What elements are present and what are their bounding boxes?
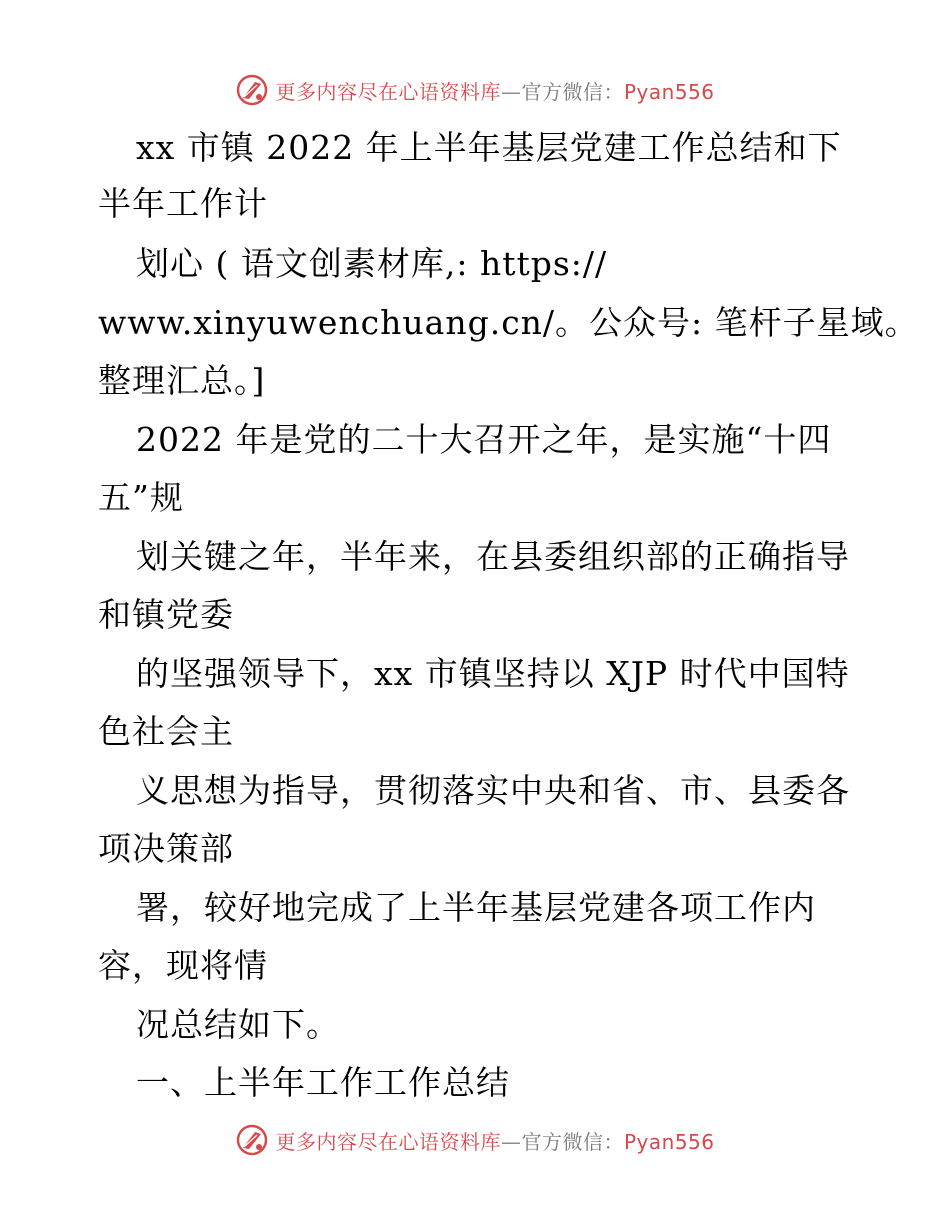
body-line: 况总结如下。 [136,1005,340,1044]
banner-official-label: 官方微信： [521,1129,624,1154]
title-line-1: xx 市镇 2022 年上半年基层党建工作总结和下 [136,128,842,167]
body-line: 整理汇总。] [98,361,266,400]
body-line: www.xinyuwenchuang.cn/。公众号: 笔杆子星域。 [98,303,919,342]
body-line: 五”规 [98,478,184,517]
body-line: 义思想为指导，贯彻落实中央和省、市、县委各 [136,771,850,810]
body-line: 和镇党委 [98,595,234,634]
banner-wechat-id: Pyan556 [623,1129,715,1154]
section-heading: 一、上半年工作工作总结 [136,1063,510,1102]
banner-text [275,1126,714,1155]
banner-wechat-id: Pyan556 [623,79,715,104]
feather-pen-logo-icon [235,1123,269,1157]
banner-official-label: 官方微信： [521,79,624,104]
body-line: 色社会主 [98,712,234,751]
banner-brand: 更多内容尽在心语资料库 [275,79,501,104]
body-line: 划关键之年，半年来，在县委组织部的正确指导 [136,537,850,576]
footer-banner [0,1120,950,1160]
body-line: 划心 ( 语文创素材库,: https:// [136,244,608,283]
body-line: 项决策部 [98,829,234,868]
body-line: 的坚强领导下，xx 市镇坚持以 XJP 时代中国特 [136,654,850,693]
banner-brand: 更多内容尽在心语资料库 [275,1129,501,1154]
title-line-2: 半年工作计 [98,184,268,223]
body-line: 2022 年是党的二十大召开之年，是实施“十四 [136,420,832,459]
body-line: 署，较好地完成了上半年基层党建各项工作内 [136,888,816,927]
banner-dash: — [500,79,522,104]
body-line: 容，现将情 [98,946,268,985]
banner-dash: — [500,1129,522,1154]
